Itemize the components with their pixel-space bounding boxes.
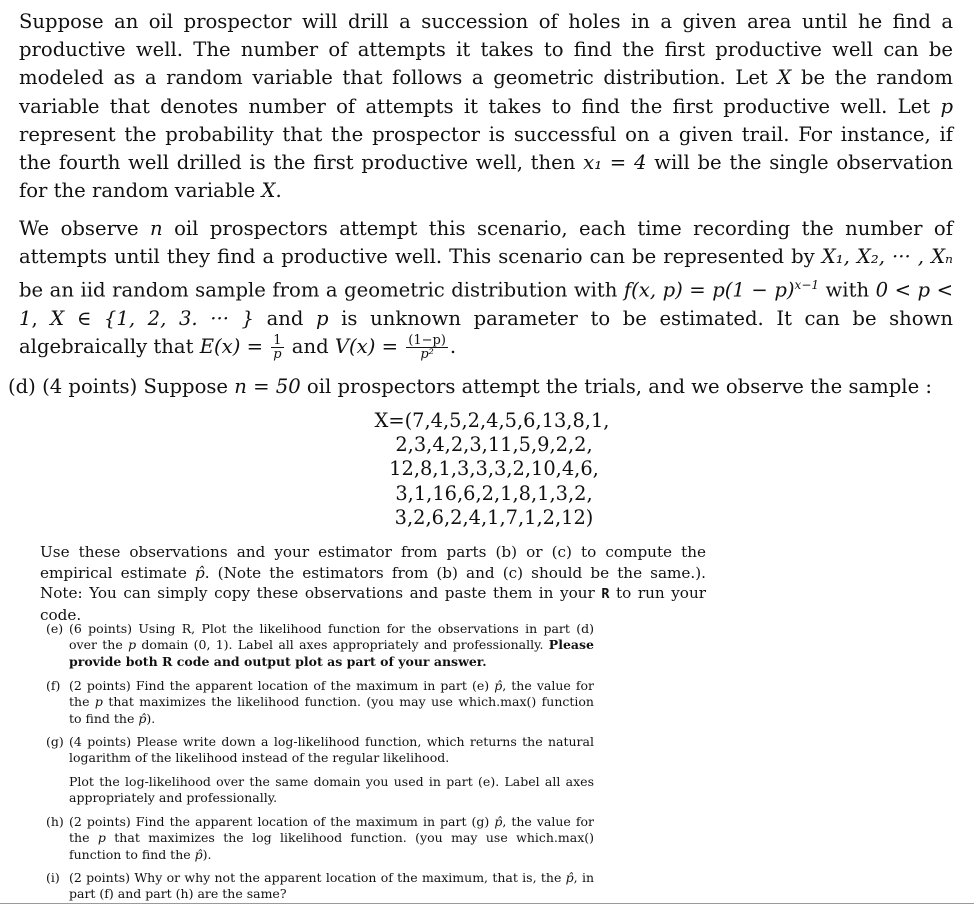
setup-text-8: and bbox=[285, 335, 335, 359]
variance-fraction bbox=[406, 334, 448, 361]
setup-text-1: We observe bbox=[19, 217, 151, 240]
part-h-text-3: that maximizes the log likelihood function. (you may use which.max() function to find the bbox=[69, 830, 594, 862]
part-h-phat-2: p̂ bbox=[194, 846, 203, 862]
expectation-lhs: E(x) = bbox=[199, 335, 270, 359]
part-h bbox=[46, 814, 594, 863]
instructions-note bbox=[40, 542, 706, 625]
part-f-body bbox=[69, 678, 594, 727]
variance-numerator: (1−p) bbox=[408, 333, 446, 349]
variance-denominator: p² bbox=[420, 347, 434, 363]
page-bottom-divider bbox=[0, 903, 974, 904]
sample-line: 2,3,4,2,3,11,5,9,2,2, bbox=[395, 433, 593, 457]
var-n: n bbox=[150, 217, 163, 240]
intro-end: . bbox=[275, 179, 282, 203]
sample-data-block bbox=[0, 409, 974, 530]
intro-paragraph bbox=[19, 8, 953, 205]
R-keyword: R bbox=[601, 586, 610, 602]
var-p-2: p bbox=[316, 307, 329, 331]
note-text-1: Use these observations and your estimator from parts (b) or (c) to compute the empirical estimate bbox=[40, 543, 706, 582]
var-X-2: X bbox=[261, 179, 276, 203]
setup-text-7: is unknown parameter to be estimated. It can be shown algebraically that bbox=[19, 307, 953, 359]
part-f-text-2: , the value for the bbox=[69, 678, 594, 710]
intro-text-1: Suppose an oil prospector will drill a succession of holes in a given area until he find a productive well. The number of attempts it takes to find the first productive well can be modeled as a random variable that follows a geometric distribution. Let bbox=[19, 10, 953, 90]
part-i-label: (i) bbox=[46, 870, 60, 885]
part-h-text-1: (2 points) Find the apparent location of the maximum in part (g) bbox=[69, 814, 495, 830]
intro-text-4: will be the single observation for the random variable bbox=[19, 151, 954, 203]
part-d-points: (4 points) bbox=[42, 375, 138, 398]
part-h-p: p bbox=[97, 830, 106, 846]
part-f-phat: p̂ bbox=[494, 678, 503, 694]
support-set: X ∈ {1, 2, 3. ··· } bbox=[50, 307, 254, 331]
var-X: X bbox=[777, 66, 792, 90]
intro-text-2: be the random variable that denotes number of attempts it takes to find the first productive well. Let bbox=[19, 66, 953, 118]
phat-symbol: p̂ bbox=[195, 563, 205, 582]
setup-end: . bbox=[449, 335, 457, 359]
part-d-text-1: Suppose bbox=[143, 375, 235, 398]
p-range: 0 < p < 1 bbox=[19, 278, 953, 331]
part-e-bold: Please provide both R code and output plot as part of your answer. bbox=[69, 637, 594, 669]
part-f-text-3: that maximizes the likelihood function. (you may use which.max() function to find the bbox=[69, 694, 594, 726]
part-f-label: (f) bbox=[46, 678, 61, 693]
sample-line: X=(7,4,5,2,4,5,6,13,8,1, bbox=[374, 409, 610, 432]
pmf-formula: f(x, p) = p(1 − p) bbox=[623, 278, 795, 302]
part-g-label: (g) bbox=[46, 734, 64, 749]
part-f-text-1: (2 points) Find the apparent location of the maximum in part (e) bbox=[69, 678, 495, 694]
part-g-text-2: Plot the log-likelihood over the same domain you used in part (e). Label all axes appropriately and professionally. bbox=[69, 773, 594, 806]
part-h-text-4: ). bbox=[202, 846, 212, 862]
part-d-text-2: oil prospectors attempt the trials, and we observe the sample : bbox=[300, 375, 932, 398]
expectation-fraction bbox=[271, 334, 283, 361]
part-e bbox=[46, 621, 594, 670]
variance-lhs: V(x) = bbox=[334, 335, 405, 359]
part-h-phat: p̂ bbox=[494, 814, 503, 830]
var-p: p bbox=[940, 94, 953, 118]
part-i-text-1: (2 points) Why or why not the apparent location of the maximum, that is, the bbox=[69, 870, 566, 886]
sample-line: 3,1,16,6,2,1,8,1,3,2, bbox=[395, 481, 593, 505]
part-f-p: p bbox=[94, 694, 103, 710]
note-text-2: . (Note the estimators from (b) and (c) should be the same.). Note: You can simply copy these observations and paste them in your bbox=[40, 563, 706, 602]
part-e-label: (e) bbox=[46, 621, 64, 636]
setup-text-2: oil prospectors attempt this scenario, each time recording the number of attempts until they find a productive well. This scenario can be represented by bbox=[19, 217, 953, 269]
part-e-text-2: domain (0, 1). Label all axes appropriately and professionally. bbox=[136, 637, 549, 653]
setup-paragraph bbox=[19, 215, 953, 362]
part-h-body bbox=[69, 814, 594, 863]
pmf-exponent: x−1 bbox=[794, 278, 820, 293]
part-d-label: (d) bbox=[8, 375, 36, 398]
part-g-text-1: (4 points) Please write down a log-likelihood function, which returns the natural logarithm of the likelihood instead of the regular likelihood. bbox=[69, 734, 594, 766]
sample-line: 3,2,6,2,4,1,7,1,2,12) bbox=[394, 505, 594, 529]
part-h-text-2: , the value for the bbox=[69, 814, 594, 846]
part-i-phat: p̂ bbox=[565, 870, 574, 886]
expectation-denominator: p bbox=[273, 347, 282, 363]
part-f bbox=[46, 678, 594, 727]
setup-text-3: be an iid random sample from a geometric distribution with bbox=[19, 278, 624, 302]
part-i-text-2: , in part (f) and part (h) are the same? bbox=[69, 870, 594, 902]
intro-text-3: represent the probability that the prospector is successful on a given trail. For instance, if the fourth well drilled is the first productive well, then bbox=[19, 122, 953, 175]
part-e-text-1: (6 points) Using R, Plot the likelihood function for the observations in part (d) over the bbox=[69, 621, 594, 653]
part-d-heading bbox=[8, 373, 968, 401]
sample-line: 12,8,1,3,3,3,2,10,4,6, bbox=[389, 457, 599, 481]
part-f-text-4: ). bbox=[146, 710, 156, 726]
part-h-label: (h) bbox=[46, 814, 64, 829]
part-i-body bbox=[69, 870, 594, 903]
part-e-body bbox=[69, 621, 594, 670]
part-f-phat-2: p̂ bbox=[138, 710, 147, 726]
x1-equation: x₁ = 4 bbox=[583, 151, 647, 175]
note-text-3: to run your code. bbox=[40, 584, 706, 624]
part-g bbox=[46, 734, 594, 807]
setup-text-5: , bbox=[31, 307, 51, 331]
setup-text-6: and bbox=[254, 307, 317, 331]
sample-variables: X₁, X₂, ··· , Xₙ bbox=[821, 245, 954, 269]
part-e-p: p bbox=[128, 637, 137, 653]
setup-text-4: with bbox=[819, 278, 876, 302]
n-equation: n = 50 bbox=[234, 375, 301, 398]
expectation-numerator: 1 bbox=[271, 334, 283, 348]
part-i bbox=[46, 870, 594, 903]
